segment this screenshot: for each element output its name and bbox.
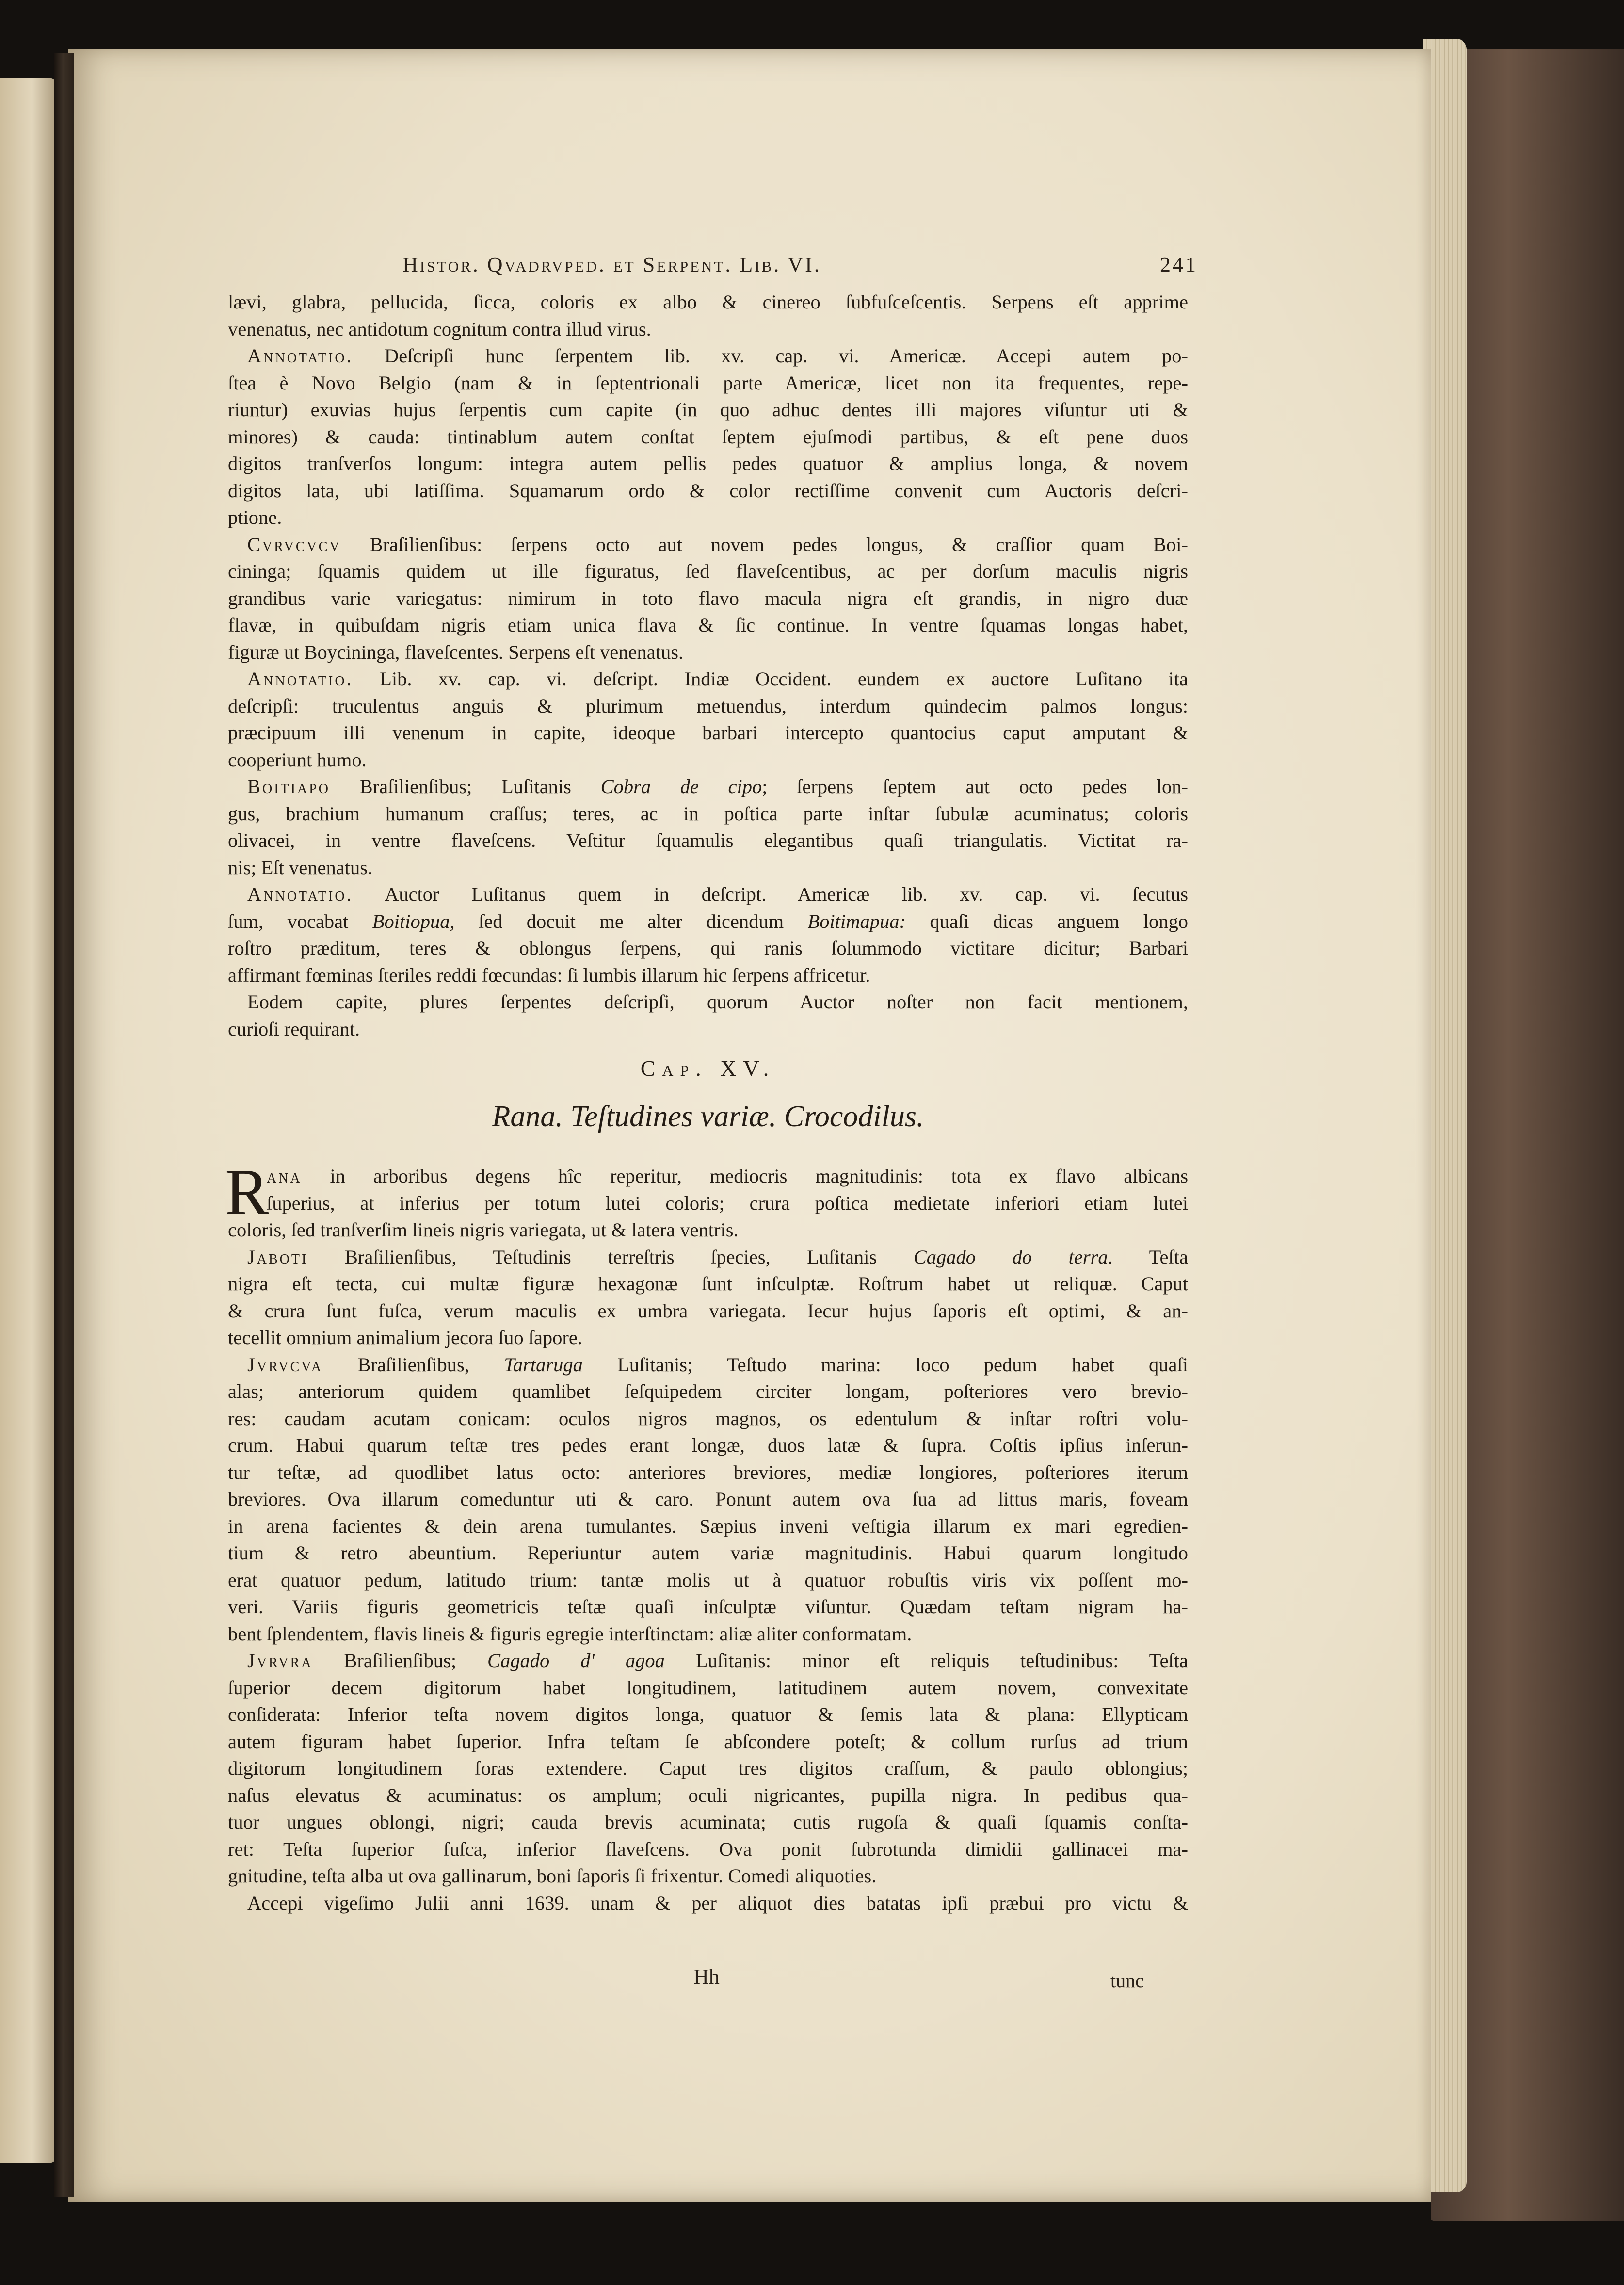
section-label: Jvrvra [247,1650,313,1671]
paragraph-start [228,531,1188,558]
book-page [68,49,1431,2202]
text-line: tium & retro abeuntium. Reperiuntur autem variæ magnitudinis. Habui quarum longitudo [228,1542,1188,1564]
italic-term: Cagado d' agoa [487,1650,665,1671]
italic-term: Boitimapua: [807,910,906,932]
text-line: cininga; ſquamis quidem ut ille figuratus, ſed flaveſcentibus, ac per dorſum maculis nigris [228,560,1188,582]
text-line: nis; Eſt venenatus. [228,856,373,878]
text-line: veri. Variis figuris geometricis teſtæ quaſi inſculptæ viſuntur. Quædam teſtam nigram ha- [228,1596,1188,1618]
text-run: ſum, vocabat [228,910,349,932]
section-label: Annotatio. [247,668,354,690]
text-line: præcipuum illi venenum in capite, ideoque barbari intercepto quantocius caput amputant & [228,722,1188,744]
text-line: tuor ungues oblongi, nigri; cauda brevis acuminata; cutis rugoſa & quaſi ſquamis conſta- [228,1811,1188,1833]
text-run: . Teſta [1108,1246,1189,1268]
text-run: Luſitanis; Teſtudo marina: loco pedum habet quaſi [617,1353,1188,1376]
text-line: deſcripſi: truculentus anguis & plurimum metuendus, interdum quindecim palmos longus: [228,695,1188,717]
text-line: breviores. Ova illarum comeduntur uti & caro. Ponunt autem ova ſua ad littus maris, foveam [228,1488,1188,1510]
text-line: lævi, glabra, pellucida, ſicca, coloris ex albo & cinereo ſubfuſceſcentis. Serpens eſt apprime [228,291,1188,313]
paragraph-rana [225,1156,1188,1244]
text-run: in arboribus degens hîc reperitur, mediocris magnitudinis: tota ex flavo albicans [330,1165,1188,1187]
chapter-heading: Cap. XV. [640,1056,776,1081]
text-line: ret: Teſta ſuperior fuſca, inferior flaveſcens. Ova ponit ſubrotunda dimidii gallinacei ma- [228,1838,1188,1860]
text-line: gus, brachium humanum craſſus; teres, ac in poſtica parte inſtar ſubulæ acuminatus; coloris [228,802,1188,825]
text-line: alas; anteriorum quidem quamlibet ſeſquipedem circiter longam, poſteriores vero brevio- [228,1380,1188,1402]
text-line: affirmant fœminas ſteriles reddi fœcundas: ſi lumbis illarum hic ſerpens affricetur. [228,964,870,986]
text-run: Lib. xv. cap. vi. deſcript. Indiæ Occident. eundem ex auctore Luſitano ita [380,668,1188,690]
text-line: gnitudine, teſta alba ut ova gallinarum, boni ſaporis ſi frixentur. Comedi aliquoties. [228,1865,877,1887]
running-head [402,252,1198,281]
text-line: Eodem capite, plures ſerpentes deſcripſi, quorum Auctor noſter non facit mentionem, [247,991,1188,1013]
text-run: Auctor Luſitanus quem in deſcript. Americæ lib. xv. cap. vi. ſecutus [385,883,1188,905]
page-number: 241 [1160,253,1198,276]
text-line: digitos lata, ubi latiſſima. Squamarum ordo & color rectiſſime convenit cum Auctoris deſcri- [228,479,1188,502]
text-run: Braſilienſibus, [357,1353,469,1376]
text-line: nigra eſt tecta, cui multæ figuræ hexagonæ ſunt inſculptæ. Roſtrum habet ut reliquæ. Caput [228,1273,1188,1295]
running-head-title: Histor. Qvadrvped. et Serpent. Lib. VI. [402,253,821,276]
text-run: quaſi dicas anguem longo [930,910,1189,932]
chapter-title: Rana. Teſtudines variæ. Crocodilus. [492,1100,924,1133]
text-line: erat quatuor pedum, latitudo trium: tantæ molis ut à quatuor robuſtis viris vix poſſent mo- [228,1569,1188,1591]
text-line: bent ſplendentem, flavis lineis & figuris egregie interſtinctam: aliæ aliter conformatam. [228,1622,912,1645]
left-facing-page [0,78,58,2163]
text-line: crum. Habui quarum teſtæ tres pedes erant longæ, duos latæ & ſupra. Coſtis ipſius inſerun- [228,1434,1188,1456]
text-run: Deſcripſi hunc ſerpentem lib. xv. cap. vi. Americæ. Accepi autem po- [384,345,1188,367]
signature-mark: Hh [693,1965,720,1989]
text-line: autem figuram habet ſuperior. Infra teſtam ſe abſcondere poteſt; & collum rurſus ad trium [228,1730,1188,1752]
text-line: ſuperius, at inferius per totum lutei coloris; crura poſtica medietate inferiori etiam lutei [267,1192,1188,1214]
text-line: digitos tranſverſos longum: integra autem pellis pedes quatuor & amplius longa, & novem [228,453,1188,474]
text-line: digitorum longitudinem foras extendere. Caput tres digitos craſſum, & paulo oblongius; [228,1757,1188,1779]
text-line: ptione. [228,506,282,528]
small-caps-run: ana [267,1165,302,1187]
text-run: Luſitanis: minor eſt reliquis teſtudinibus: Teſta [695,1650,1189,1671]
text-line: flavæ, in quibuſdam nigris etiam unica flava & ſic continue. In ventre ſquamas longas habet, [228,614,1188,636]
text-line [228,1163,1188,1190]
section-label: Jvrvcva [247,1353,323,1376]
text-line: Accepi vigeſimo Julii anni 1639. unam & per aliquot dies batatas ipſi præbui pro victu & [247,1892,1188,1914]
text-line [228,908,1188,935]
paragraph-start [228,342,1188,370]
text-line: minores) & cauda: tintinablum autem conſtat ſeptem ejuſmodi partibus, & eſt pene duos [228,425,1188,448]
paragraph-start [228,1351,1188,1378]
text-run: Braſilienſibus; [344,1650,457,1671]
text-line: venenatus, nec antidotum cognitum contra illud virus. [228,318,651,340]
paragraph-start [228,881,1188,908]
text-line: olivacei, in ventre flaveſcens. Veſtitur ſquamulis elegantibus quaſi triangulatis. Victitat ra- [228,829,1188,851]
text-line: roſtro præditum, teres & oblongus ſerpens, qui ranis ſolummodo victitare dicitur; Barbari [228,937,1188,959]
text-line: ſuperior decem digitorum habet longitudinem, latitudinem autem novem, convexitate [228,1676,1188,1699]
italic-term: Cagado do terra [913,1246,1108,1268]
text-line: & crura ſunt fuſca, verum maculis ex umbra variegata. Iecur hujus ſaporis eſt optimi, & an- [228,1299,1188,1322]
text-line: coloris, ſed tranſverſim lineis nigris variegata, ut & latera ventris. [228,1219,739,1241]
text-line: curioſi requirant. [228,1018,360,1040]
text-line: cooperiunt humo. [228,748,367,771]
section-label: Annotatio. [247,345,354,367]
paragraph-start [228,665,1188,693]
paragraph-start [228,773,1188,800]
italic-term: Cobra de cipo [600,776,762,797]
section-label: Cvrvcvcv [247,533,341,555]
text-line: ſtea è Novo Belgio (nam & in ſeptentrionali parte Americæ, licet non ita frequentes, repe- [228,372,1188,394]
text-run: Braſilienſibus, Teſtudinis terreſtris ſpecies, Luſitanis [344,1246,877,1268]
text-line: res: caudam acutam conicam: oculos nigros magnos, os edentulum & inſtar roſtri volu- [228,1407,1188,1429]
text-run: , ſed docuit me alter dicendum [450,910,784,932]
italic-term: Tartaruga [504,1353,583,1376]
book-gutter [54,53,74,2197]
catchword: tunc [1110,1970,1144,1992]
text-run: ; ſerpens ſeptem aut octo pedes lon- [762,776,1189,797]
paragraph-start [228,1244,1188,1271]
section-label: Boitiapo [247,776,330,797]
section-label: Annotatio. [247,883,354,905]
section-label: Jaboti [247,1246,308,1268]
paragraph-start [228,1647,1188,1674]
text-line: tecellit omnium animalium jecora ſuo ſapore. [228,1327,583,1348]
text-line: in arena facientes & dein arena tumulantes. Sæpius inveni veſtigia illarum ex mari egredien- [228,1515,1188,1537]
text-line: grandibus varie variegatus: nimirum in toto flavo macula nigra eſt grandis, in nigro duæ [228,587,1188,609]
text-line: naſus elevatus & acuminatus: os amplum; oculi nigricantes, pupilla nigra. In pedibus qua- [228,1784,1188,1806]
text-run: Braſilienſibus; Luſitanis [359,776,571,797]
text-block [225,289,1189,1916]
text-line: riuntur) exuvias hujus ſerpentis cum capite (in quo adhuc dentes illi majores viſuntur uti & [228,399,1188,421]
text-line: figuræ ut Boycininga, flaveſcentes. Serpens eſt venenatus. [228,641,684,663]
text-line: tur teſtæ, ad quodlibet latus octo: anteriores breviores, mediæ longiores, poſteriores iterum [228,1461,1188,1483]
text-run: Braſilienſibus: ſerpens octo aut novem pedes longus, & craſſior quam Boi- [370,533,1188,555]
text-line: conſiderata: Inferior teſta novem digitos longa, quatuor & ſemis lata & plana: Ellypticam [228,1703,1188,1725]
italic-term: Boitiopua [372,910,450,932]
drop-cap: R [225,1156,269,1229]
